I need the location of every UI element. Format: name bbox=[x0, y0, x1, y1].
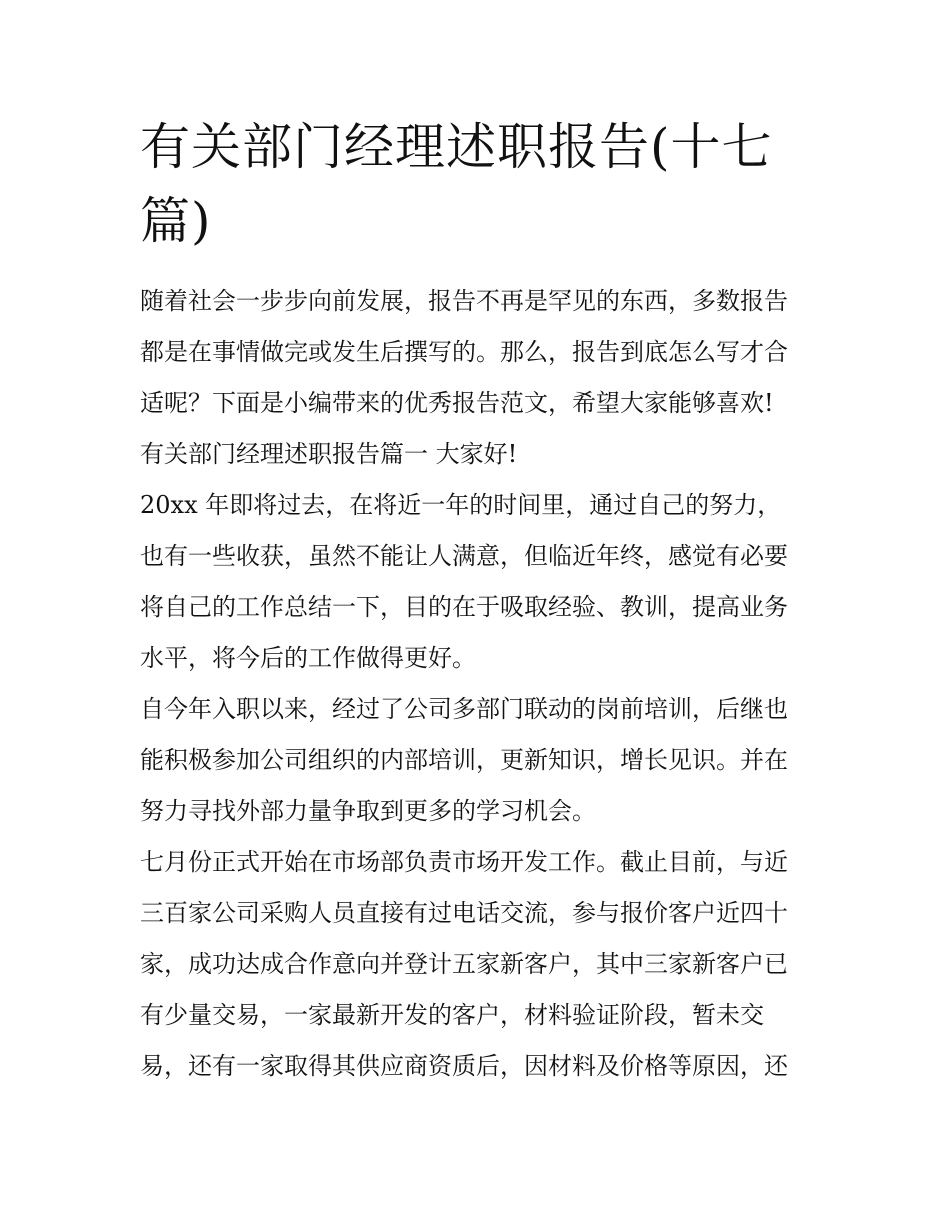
body-line-5: 20xx 年即将过去，在将近一年的时间里，通过自己的努力， bbox=[140, 491, 782, 519]
page-title bbox=[140, 110, 820, 258]
body-line-9: 自今年入职以来，经过了公司多部门联动的岗前培训，后继也 bbox=[140, 695, 788, 723]
title-line-1: 有关部门经理述职报告(十七 bbox=[140, 118, 773, 176]
body-line-8: 水平，将今后的工作做得更好。 bbox=[140, 644, 476, 672]
body-line-3: 适呢？下面是小编带来的优秀报告范文，希望大家能够喜欢! bbox=[140, 389, 774, 417]
body-line-14: 家，成功达成合作意向并登计五家新客户，其中三家新客户已 bbox=[140, 950, 788, 978]
body-line-11: 努力寻找外部力量争取到更多的学习机会。 bbox=[140, 797, 596, 825]
body-line-1: 随着社会一步步向前发展，报告不再是罕见的东西，多数报告 bbox=[140, 287, 788, 315]
title-line-2: 篇) bbox=[140, 192, 212, 250]
body-line-15: 有少量交易，一家最新开发的客户，材料验证阶段，暂未交 bbox=[140, 1001, 764, 1029]
body-line-2: 都是在事情做完或发生后撰写的。那么，报告到底怎么写才合 bbox=[140, 338, 788, 366]
body-text bbox=[140, 276, 820, 1092]
body-line-6: 也有一些收获，虽然不能让人满意，但临近年终，感觉有必要 bbox=[140, 542, 788, 570]
body-line-7: 将自己的工作总结一下，目的在于吸取经验、教训，提高业务 bbox=[140, 593, 788, 621]
body-line-13: 三百家公司采购人员直接有过电话交流，参与报价客户近四十 bbox=[140, 899, 788, 927]
body-line-12: 七月份正式开始在市场部负责市场开发工作。截止目前，与近 bbox=[140, 848, 788, 876]
body-line-4: 有关部门经理述职报告篇一 大家好! bbox=[140, 440, 518, 468]
body-line-16: 易，还有一家取得其供应商资质后，因材料及价格等原因，还 bbox=[140, 1052, 788, 1080]
body-line-10: 能积极参加公司组织的内部培训，更新知识，增长见识。并在 bbox=[140, 746, 788, 774]
